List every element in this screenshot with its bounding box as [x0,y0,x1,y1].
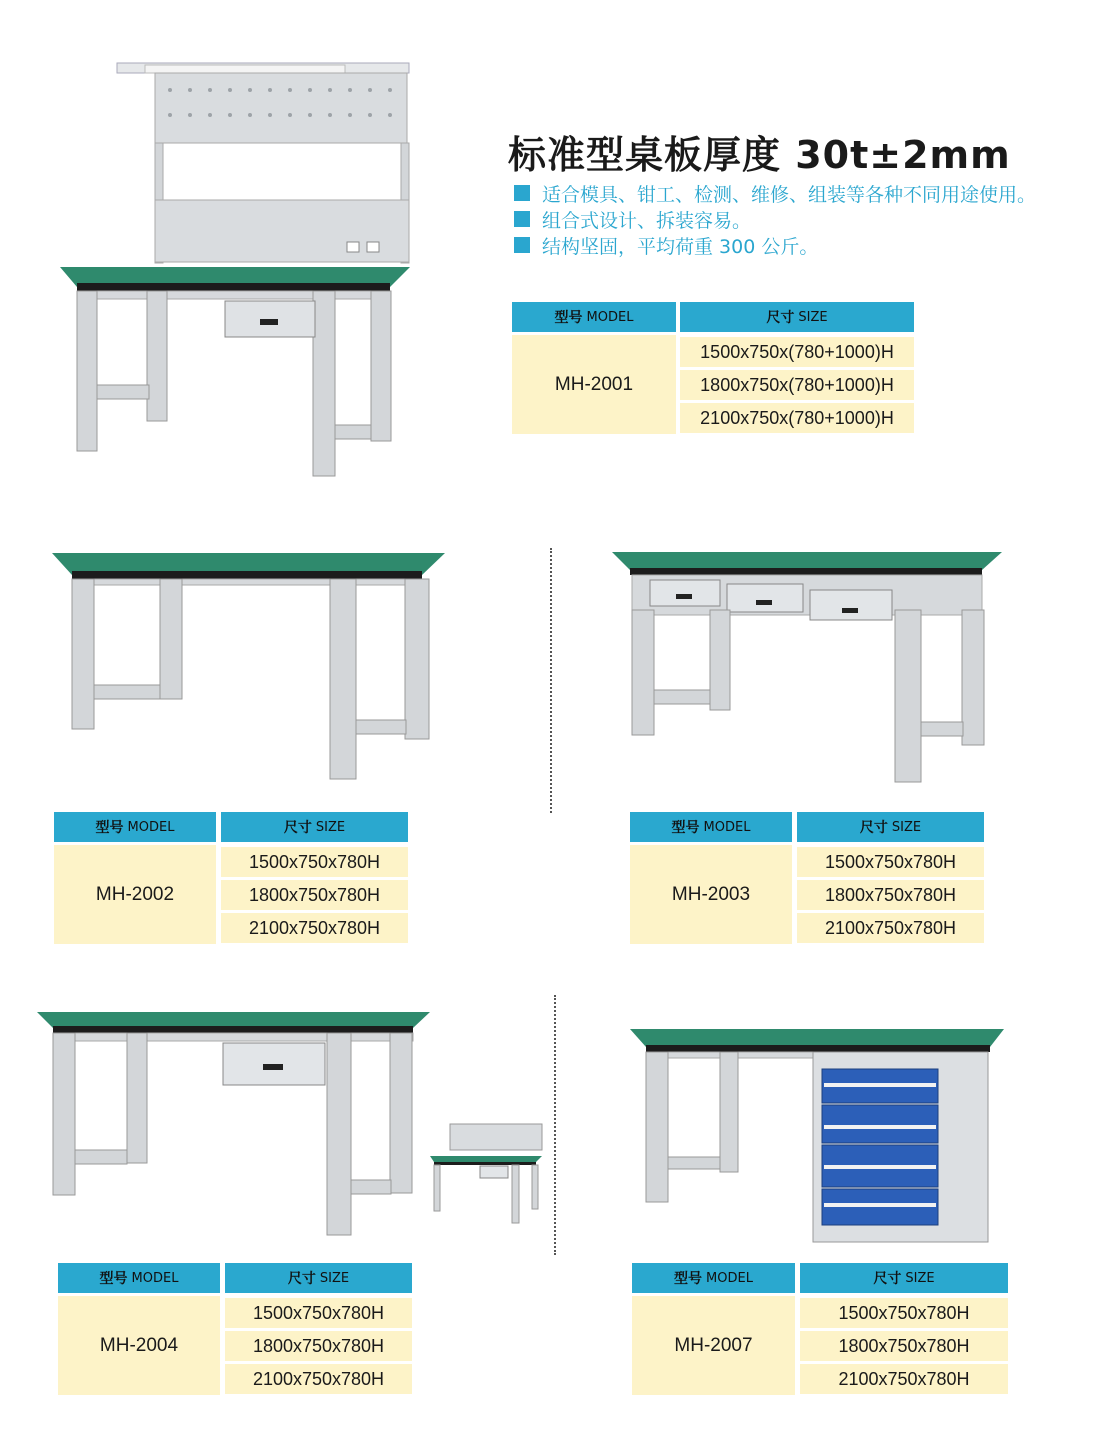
spec-table-mh-2002 [54,812,408,944]
size-cell: 2100x750x780H [800,1364,1008,1394]
workbench-pegboard-image [55,55,415,480]
table-header-model: 型号 MODEL [630,812,792,842]
size-cell: 1800x750x780H [221,880,408,910]
table-header-size: 尺寸 SIZE [225,1263,412,1293]
divider-dotted [554,995,556,1255]
size-cell: 1800x750x780H [225,1331,412,1361]
table-header-size: 尺寸 SIZE [680,302,914,332]
size-cell: 1500x750x780H [800,1298,1008,1328]
table-header-size: 尺寸 SIZE [221,812,408,842]
size-cell: 1500x750x780H [221,847,408,877]
workbench-thumbnail-image [428,1120,548,1225]
size-cell: 1800x750x780H [797,880,984,910]
workbench-plain-image [50,545,450,785]
table-header-model: 型号 MODEL [54,812,216,842]
size-cell: 1800x750x(780+1000)H [680,370,914,400]
table-header-size: 尺寸 SIZE [797,812,984,842]
bullet-square-icon [514,237,530,253]
table-header-size: 尺寸 SIZE [800,1263,1008,1293]
model-cell: MH-2002 [54,845,216,944]
size-cell: 1500x750x(780+1000)H [680,337,914,367]
workbench-single-drawer-image [35,1000,435,1240]
model-cell: MH-2007 [632,1296,795,1395]
spec-table-mh-2003 [630,812,984,944]
size-cell: 2100x750x780H [221,913,408,943]
feature-item: 适合模具、钳工、检测、维修、组装等各种不同用途使用。 [514,180,1036,206]
spec-table-mh-2001 [512,302,914,434]
bullet-square-icon [514,211,530,227]
table-header-model: 型号 MODEL [632,1263,795,1293]
model-cell: MH-2003 [630,845,792,944]
bullet-square-icon [514,185,530,201]
page-title: 标准型桌板厚度 30t±2mm [508,133,1011,177]
divider-dotted [550,548,552,813]
model-cell: MH-2001 [512,335,676,434]
model-cell: MH-2004 [58,1296,220,1395]
feature-item: 结构坚固，平均荷重 300 公斤。 [514,232,1036,258]
workbench-three-drawer-image [610,540,1010,785]
feature-item: 组合式设计、拆装容易。 [514,206,1036,232]
size-cell: 1500x750x780H [797,847,984,877]
size-cell: 2100x750x780H [225,1364,412,1394]
workbench-cabinet-image [628,1025,1008,1245]
size-cell: 2100x750x(780+1000)H [680,403,914,433]
spec-table-mh-2007 [632,1263,1008,1395]
size-cell: 2100x750x780H [797,913,984,943]
size-cell: 1800x750x780H [800,1331,1008,1361]
size-cell: 1500x750x780H [225,1298,412,1328]
table-header-model: 型号 MODEL [512,302,676,332]
table-header-model: 型号 MODEL [58,1263,220,1293]
spec-table-mh-2004 [58,1263,412,1395]
feature-list [514,180,1036,258]
